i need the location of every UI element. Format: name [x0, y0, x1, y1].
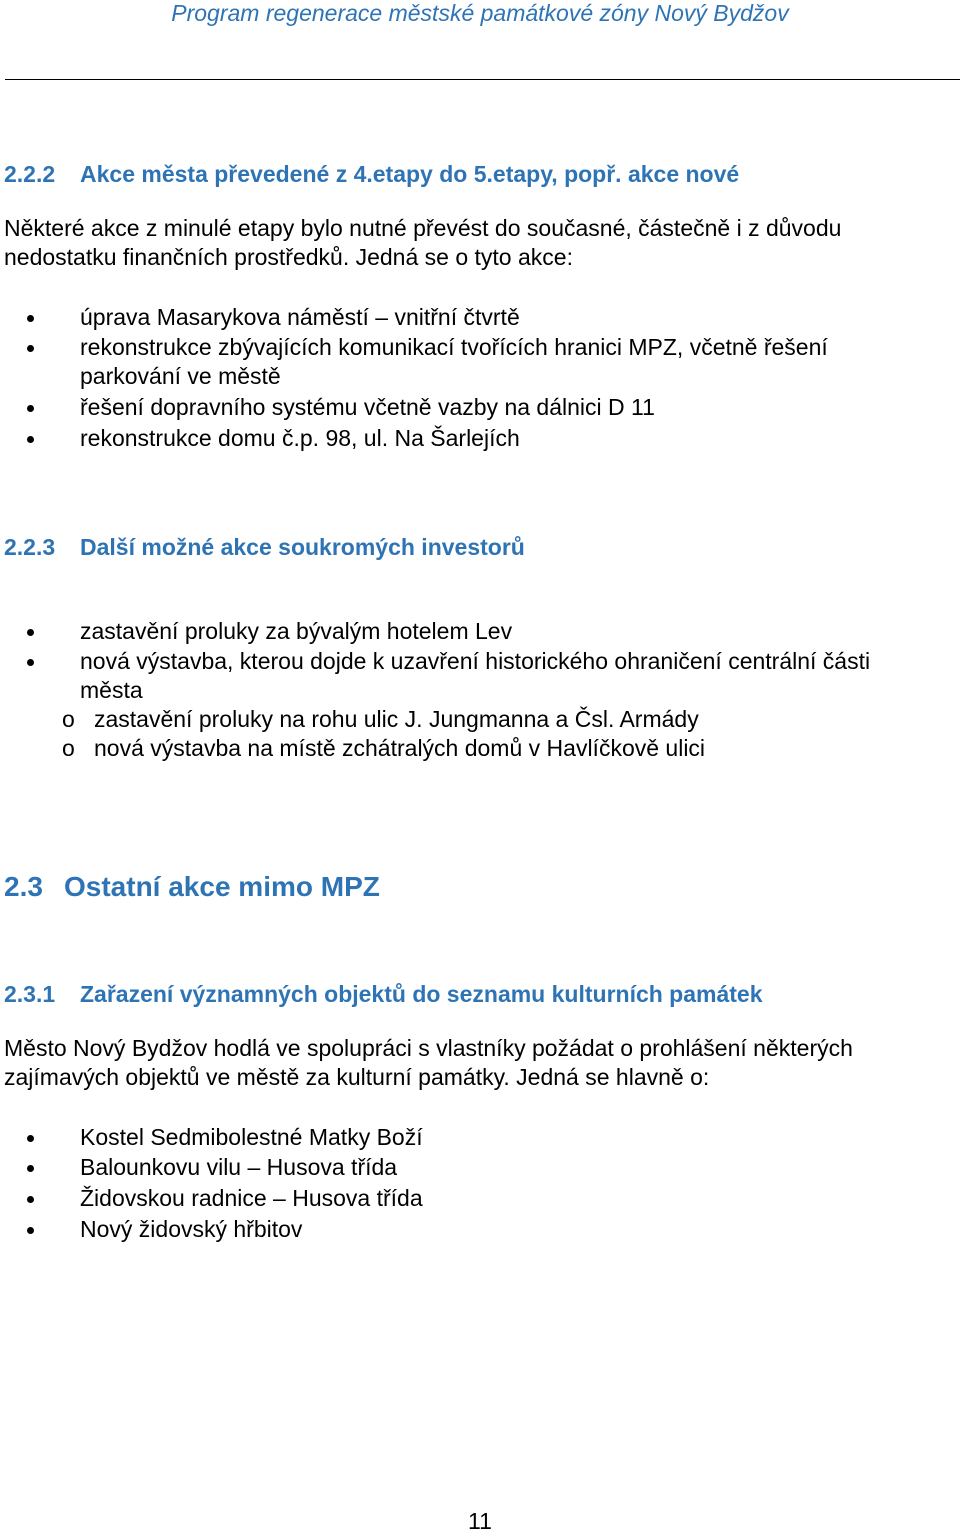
section-number: 2.3.1	[4, 981, 56, 1007]
bullet-icon	[27, 659, 34, 666]
paragraph-line: nedostatku finančních prostředků. Jedná se o tyto akce:	[4, 244, 573, 270]
paragraph-line: Některé akce z minulé etapy bylo nutné převést do současné, částečně i z důvodu	[4, 215, 842, 241]
bullet-icon	[27, 345, 34, 352]
bullet-icon	[27, 405, 34, 412]
section-number: 2.2.2	[4, 161, 56, 187]
section-title: Ostatní akce mimo MPZ	[64, 871, 380, 902]
section-number: 2.3	[4, 871, 43, 902]
bullet-icon	[27, 1227, 34, 1234]
section-heading-2-2-2	[4, 161, 739, 187]
bullet-icon	[27, 1135, 34, 1142]
page-header: Program regenerace městské památkové zóny Nový Bydžov	[171, 0, 789, 26]
bullet-icon	[27, 436, 34, 443]
sub-list-item: o nová výstavba na místě zchátralých domů v Havlíčkově ulici	[62, 735, 706, 761]
sub-list-item: o zastavění proluky na rohu ulic J. Jungmanna a Čsl. Armády	[62, 706, 699, 732]
bullet-icon	[27, 1196, 34, 1203]
circle-bullet-icon: o	[62, 735, 75, 761]
circle-bullet-icon: o	[62, 706, 75, 732]
section-number: 2.2.3	[4, 534, 56, 560]
section-title: Zařazení významných objektů do seznamu kulturních památek	[80, 981, 763, 1007]
section-heading-2-3-1	[4, 981, 763, 1007]
bullet-icon	[27, 315, 34, 322]
section-heading-2-3	[4, 871, 380, 903]
bullet-icon	[27, 629, 34, 636]
paragraph-line: zajímavých objektů ve městě za kulturní památky. Jedná se hlavně o:	[4, 1064, 710, 1090]
page-number: 11	[468, 1508, 492, 1534]
section-heading-2-2-3	[4, 534, 525, 560]
header-divider	[5, 79, 960, 80]
section-title: Další možné akce soukromých investorů	[80, 534, 525, 560]
paragraph-line: Město Nový Bydžov hodlá ve spolupráci s vlastníky požádat o prohlášení některých	[4, 1035, 853, 1061]
bullet-icon	[27, 1165, 34, 1172]
section-title: Akce města převedené z 4.etapy do 5.etapy, popř. akce nové	[80, 161, 740, 187]
